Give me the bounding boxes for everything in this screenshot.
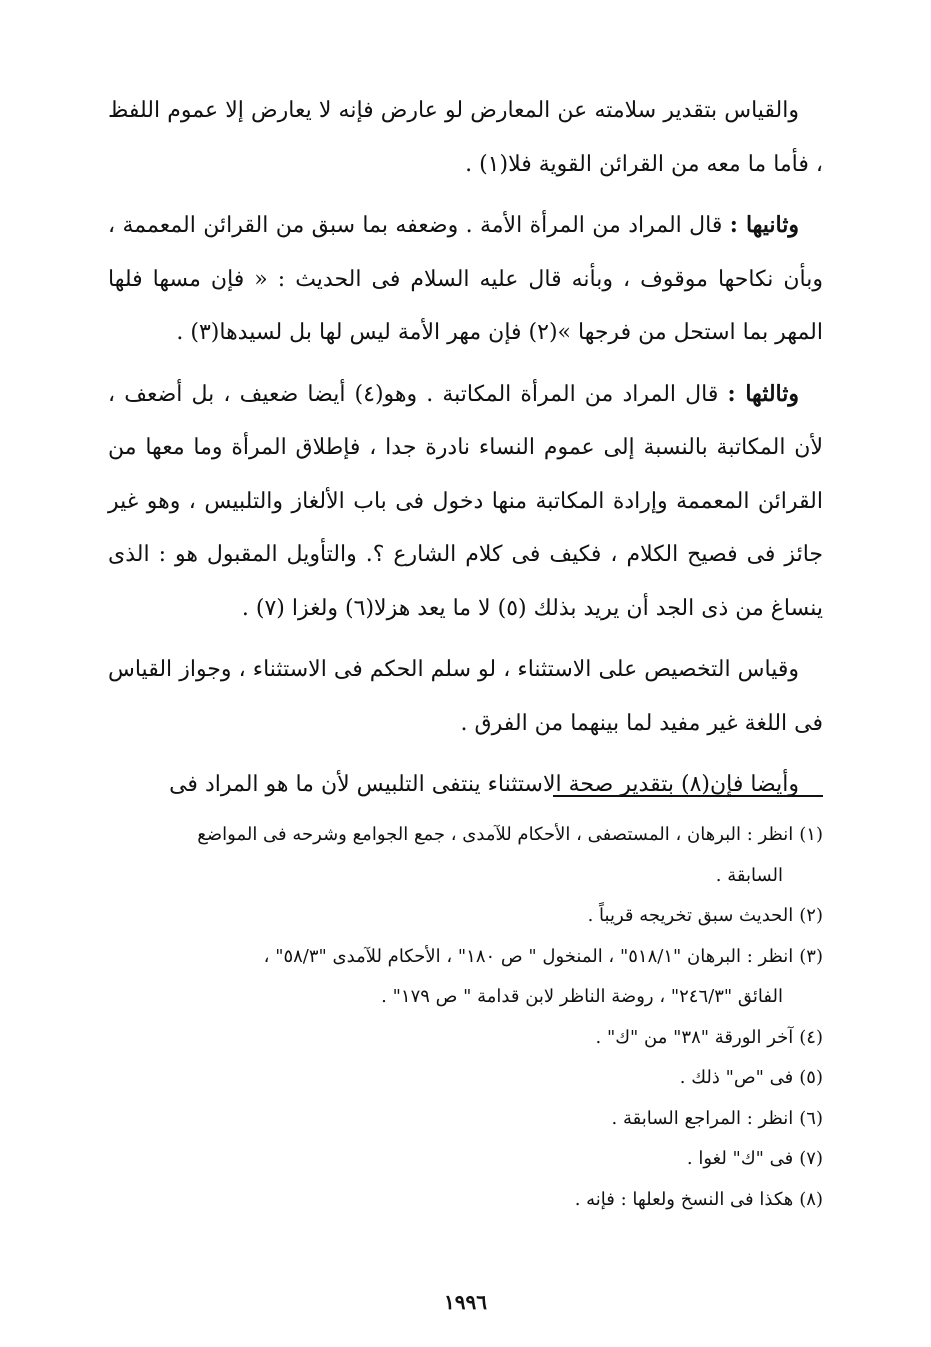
footnote-continuation: الفائق "٢٤٦/٣" ، روضة الناظر لابن قدامة " ص ١٧٩" . (381, 986, 783, 1007)
paragraph-1 (108, 84, 823, 191)
paragraph-3 (108, 368, 823, 636)
footnote-1 (108, 815, 823, 896)
paragraph-text: قال المراد من المرأة الأمة . وضعفه بما سبق من القرائن المعممة ، وبأن نكاحها موقوف ، وبأنه قال عليه السلام فى الحديث : « فإن مسها فلها المهر بما استحل من فرجها »(٢) فإن مهر الأمة ليس لها بل لسيدها(٣) . (108, 213, 823, 345)
footnote-text: فى "ص" ذلك . (679, 1067, 794, 1088)
paragraph-4 (108, 643, 823, 750)
paragraph-lead: وثانيها : (729, 212, 799, 238)
footnote-number: (٧) (799, 1148, 823, 1169)
footnote-3 (108, 937, 823, 1018)
paragraph-2 (108, 199, 823, 360)
paragraph-text: وأيضا فإن(٨) بتقدير صحة الاستثناء ينتفى التلبيس لأن ما هو المراد فى (169, 772, 799, 797)
footnote-number: (٦) (799, 1107, 823, 1129)
footnote-8 (108, 1180, 823, 1221)
footnote-text: آخر الورقة "٣٨" من "ك" . (595, 1026, 794, 1048)
footnote-divider (553, 795, 823, 797)
footnotes (108, 815, 823, 1220)
footnote-text: انظر : البرهان "٥١٨/١" ، المنخول " ص ١٨٠" ، الأحكام للآمدى "٥٨/٣" ، (263, 945, 794, 967)
paragraph-text: قال المراد من المرأة المكاتبة . وهو(٤) أيضا ضعيف ، بل أضعف ، لأن المكاتبة بالنسبة إلى عموم النساء نادرة جدا ، فإطلاق المرأة وما معها من القرائن المعممة وإرادة المكاتبة منها دخول فى باب الألغاز والتلبيس ، وهو غير جائز فى فصيح الكلام ، فكيف فى كلام الشارع ؟. والتأويل المقبول هو : الذى ينساغ من ذى الجد أن يريد بذلك (٥) لا ما يعد هزلا(٦) ولغزا (٧) . (108, 381, 823, 621)
footnote-text: هكذا فى النسخ ولعلها : فإنه . (574, 1188, 794, 1210)
paragraph-text: وقياس التخصيص على الاستثناء ، لو سلم الحكم فى الاستثناء ، وجواز القياس فى اللغة غير مفيد لما بينهما من الفرق . (108, 657, 823, 736)
footnote-number: (١) (799, 824, 823, 845)
footnote-text: انظر : المراجع السابقة . (611, 1107, 794, 1129)
footnote-number: (٥) (799, 1067, 823, 1088)
footnote-7 (108, 1139, 823, 1180)
footnote-text: انظر : البرهان ، المستصفى ، الأحكام للآمدى ، جمع الجوامع وشرحه فى المواضع (197, 824, 794, 845)
footnote-2 (108, 896, 823, 937)
footnote-text: الحديث سبق تخريجه قريباً . (587, 905, 794, 926)
main-text (108, 84, 823, 820)
footnote-4 (108, 1018, 823, 1059)
footnote-5 (108, 1058, 823, 1099)
paragraph-lead: وثالثها : (727, 380, 799, 407)
footnote-number: (٨) (799, 1188, 823, 1210)
paragraph-text: والقياس بتقدير سلامته عن المعارض لو عارض فإنه لا يعارض إلا عموم اللفظ ، فأما ما معه من القرائن القوية فلا(١) . (108, 98, 823, 177)
footnote-6 (108, 1099, 823, 1140)
footnote-continuation: السابقة . (715, 864, 783, 886)
page-number: ١٩٩٦ (444, 1290, 487, 1314)
footnote-number: (٢) (799, 905, 823, 926)
footnote-text: فى "ك" لغوا . (686, 1148, 794, 1169)
footnote-number: (٣) (799, 945, 823, 967)
footnote-number: (٤) (799, 1026, 823, 1048)
paragraph-5 (108, 758, 823, 812)
